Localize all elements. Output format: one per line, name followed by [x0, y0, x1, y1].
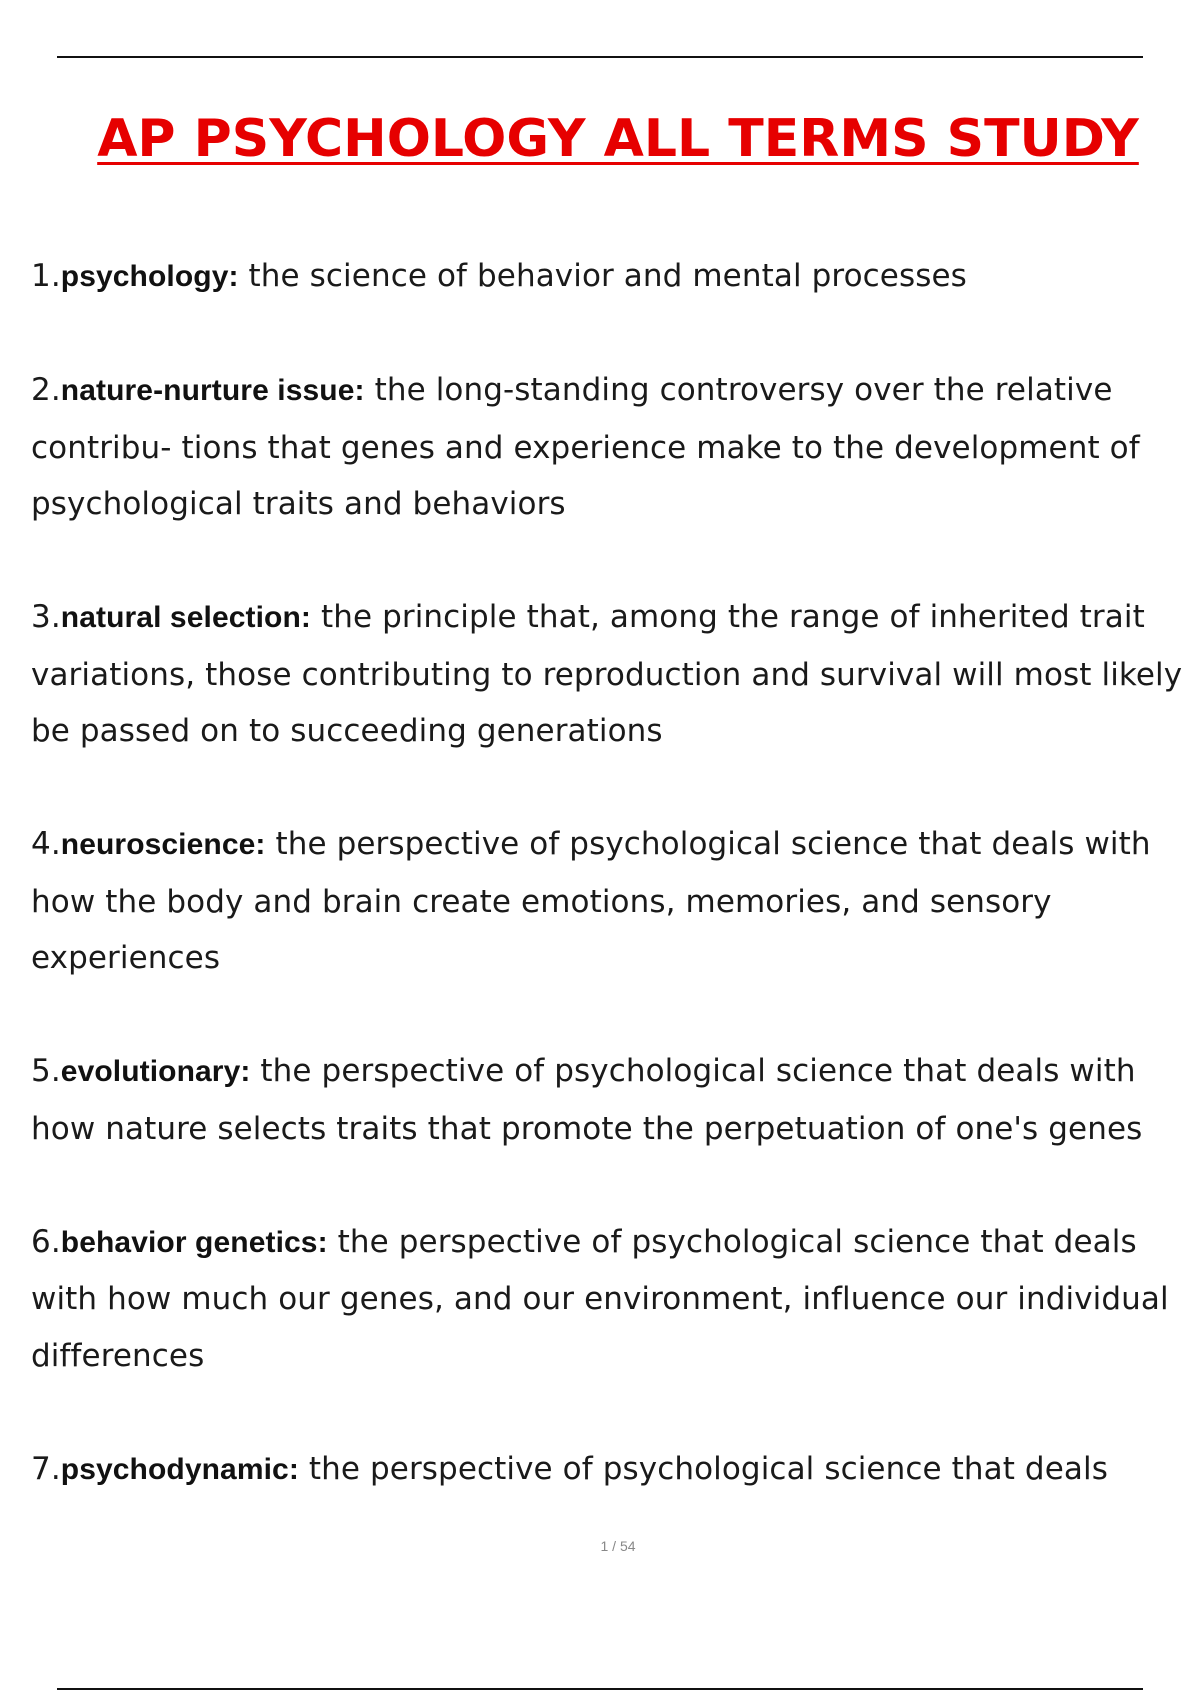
term-number: 3.: [31, 599, 61, 635]
term-definition: the perspective of psychological science that deals with how the body and brain create emotions, memories, and sensory experiences: [31, 826, 1151, 976]
term-definition: the principle that, among the range of inherited trait variations, those contributing to reproduction and survival will most likely be passed on to succeeding generations: [31, 599, 1183, 749]
term-name: psychodynamic:: [60, 1452, 299, 1486]
term-definition: the perspective of psychological science that deals with how much our genes, and our environment, influence our individual differences: [31, 1223, 1169, 1374]
document-title: AP PSYCHOLOGY ALL TERMS STUDY: [97, 109, 1139, 169]
bottom-divider: [57, 1688, 1143, 1690]
term-number: 5.: [31, 1053, 61, 1089]
term-name: psychology:: [60, 260, 239, 293]
term-number: 6.: [31, 1223, 61, 1260]
term-number: 4.: [31, 826, 61, 862]
term-number: 7.: [31, 1450, 61, 1487]
term-name: neuroscience:: [60, 828, 266, 861]
term-entry: [31, 248, 1191, 306]
term-entry: [31, 1441, 1191, 1499]
term-name: natural selection:: [60, 601, 311, 634]
term-entry: [31, 362, 1191, 533]
term-number: 2.: [31, 372, 61, 408]
term-definition: the perspective of psychological science that deals with how nature selects traits that promote the perpetuation of one's genes: [31, 1053, 1143, 1147]
term-name: behavior genetics:: [60, 1225, 328, 1259]
term-entry: [31, 816, 1191, 987]
terms-list: [31, 248, 1191, 1555]
term-name: nature-nurture issue:: [60, 374, 365, 407]
term-entry: [31, 1043, 1191, 1157]
term-name: evolutionary:: [60, 1055, 251, 1088]
term-definition: the perspective of psychological science that deals: [298, 1450, 1108, 1487]
term-entry: [31, 1214, 1191, 1385]
term-number: 1.: [31, 258, 61, 294]
term-entry: [31, 589, 1191, 760]
top-divider: [57, 56, 1143, 58]
term-definition: the science of behavior and mental processes: [238, 258, 967, 294]
page-number: 1 / 54: [600, 1538, 636, 1554]
term-definition: the long-standing controversy over the relative contribu- tions that genes and experience make to the development of psychological traits and behaviors: [31, 372, 1140, 522]
